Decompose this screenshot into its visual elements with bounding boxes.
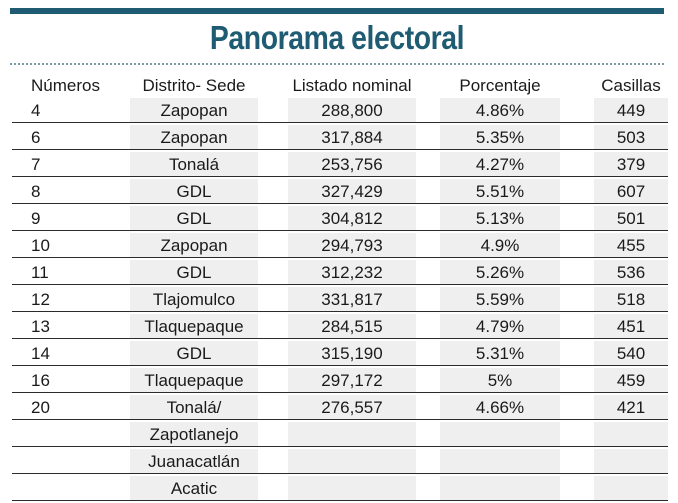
cell-sede: Zapopan — [130, 98, 258, 125]
cell-porcentaje: 5.13% — [440, 206, 560, 233]
column-gap — [258, 233, 288, 260]
column-gap — [258, 449, 288, 476]
cell-casillas: 540 — [594, 341, 668, 368]
column-gap — [416, 260, 440, 287]
column-gap — [416, 287, 440, 314]
cell-casillas: 449 — [594, 98, 668, 125]
table-row — [12, 233, 668, 260]
column-gap — [416, 233, 440, 260]
column-gap — [416, 341, 440, 368]
cell-casillas: 421 — [594, 395, 668, 422]
column-gap — [416, 395, 440, 422]
cell-numero: 16 — [12, 368, 130, 395]
cell-listado-nominal: 253,756 — [288, 152, 416, 179]
cell-listado-nominal: 317,884 — [288, 125, 416, 152]
cell-casillas: 503 — [594, 125, 668, 152]
cell-listado-nominal — [288, 422, 416, 449]
table-row — [12, 287, 668, 314]
cell-sede: GDL — [130, 206, 258, 233]
column-gap — [416, 179, 440, 206]
cell-porcentaje: 5.26% — [440, 260, 560, 287]
cell-porcentaje: 5.51% — [440, 179, 560, 206]
column-gap — [258, 395, 288, 422]
column-gap — [258, 98, 288, 125]
cell-sede: Zapopan — [130, 233, 258, 260]
cell-sede: Tonalá — [130, 152, 258, 179]
cell-numero — [12, 476, 130, 503]
cell-listado-nominal: 276,557 — [288, 395, 416, 422]
column-gap — [416, 422, 440, 449]
cell-listado-nominal: 294,793 — [288, 233, 416, 260]
table-row — [12, 341, 668, 368]
cell-porcentaje: 4.79% — [440, 314, 560, 341]
cell-casillas — [594, 422, 668, 449]
column-gap — [258, 422, 288, 449]
column-gap — [560, 476, 594, 503]
column-gap — [560, 206, 594, 233]
table-body — [12, 98, 668, 503]
header-casillas: Casillas — [601, 75, 661, 95]
cell-numero: 6 — [12, 125, 130, 152]
table-row — [12, 206, 668, 233]
column-gap — [560, 449, 594, 476]
column-gap — [258, 476, 288, 503]
cell-casillas — [594, 449, 668, 476]
table-header-row — [12, 73, 668, 98]
table-row — [12, 179, 668, 206]
table-row — [12, 125, 668, 152]
electoral-table — [12, 73, 668, 503]
column-gap — [560, 125, 594, 152]
table-row — [12, 449, 668, 476]
column-gap — [416, 368, 440, 395]
cell-numero: 20 — [12, 395, 130, 422]
cell-sede: Tlaquepaque — [130, 368, 258, 395]
title-divider — [10, 63, 664, 65]
table-row — [12, 476, 668, 503]
cell-numero: 14 — [12, 341, 130, 368]
cell-sede: Tlajomulco — [130, 287, 258, 314]
column-gap — [560, 341, 594, 368]
table-row — [12, 395, 668, 422]
header-porcentaje: Porcentaje — [459, 75, 541, 95]
cell-numero: 10 — [12, 233, 130, 260]
cell-listado-nominal: 284,515 — [288, 314, 416, 341]
cell-casillas — [594, 476, 668, 503]
cell-porcentaje: 5.31% — [440, 341, 560, 368]
top-accent-bar — [10, 8, 664, 14]
cell-porcentaje: 5.35% — [440, 125, 560, 152]
column-gap — [416, 125, 440, 152]
column-gap — [258, 152, 288, 179]
column-gap — [258, 179, 288, 206]
column-gap — [416, 98, 440, 125]
cell-casillas: 536 — [594, 260, 668, 287]
column-gap — [560, 260, 594, 287]
cell-sede: Juanacatlán — [130, 449, 258, 476]
cell-porcentaje: 4.66% — [440, 395, 560, 422]
column-gap — [416, 152, 440, 179]
table-row — [12, 152, 668, 179]
cell-numero: 8 — [12, 179, 130, 206]
column-gap — [258, 368, 288, 395]
cell-numero: 12 — [12, 287, 130, 314]
cell-listado-nominal: 331,817 — [288, 287, 416, 314]
cell-numero: 4 — [12, 98, 130, 125]
column-gap — [560, 233, 594, 260]
cell-casillas: 459 — [594, 368, 668, 395]
column-gap — [560, 152, 594, 179]
column-gap — [258, 341, 288, 368]
cell-porcentaje: 4.9% — [440, 233, 560, 260]
cell-sede: Zapotlanejo — [130, 422, 258, 449]
cell-porcentaje — [440, 422, 560, 449]
cell-casillas: 501 — [594, 206, 668, 233]
column-gap — [258, 206, 288, 233]
cell-numero — [12, 422, 130, 449]
cell-sede: Tlaquepaque — [130, 314, 258, 341]
cell-casillas: 451 — [594, 314, 668, 341]
header-distrito-sede: Distrito- Sede — [142, 75, 246, 95]
cell-listado-nominal: 327,429 — [288, 179, 416, 206]
cell-sede: Tonalá/ — [130, 395, 258, 422]
column-gap — [560, 368, 594, 395]
column-gap — [560, 287, 594, 314]
table-row — [12, 260, 668, 287]
column-gap — [560, 395, 594, 422]
cell-numero: 9 — [12, 206, 130, 233]
column-gap — [416, 206, 440, 233]
page-title: Panorama electoral — [209, 19, 465, 56]
header-listado-nominal: Listado nominal — [292, 75, 412, 95]
column-gap — [258, 287, 288, 314]
cell-listado-nominal: 312,232 — [288, 260, 416, 287]
table-row — [12, 314, 668, 341]
cell-casillas: 518 — [594, 287, 668, 314]
table-row — [12, 98, 668, 125]
cell-sede: GDL — [130, 341, 258, 368]
table-row — [12, 368, 668, 395]
column-gap — [560, 179, 594, 206]
cell-numero: 11 — [12, 260, 130, 287]
cell-casillas: 379 — [594, 152, 668, 179]
column-gap — [560, 98, 594, 125]
cell-listado-nominal: 315,190 — [288, 341, 416, 368]
cell-listado-nominal: 304,812 — [288, 206, 416, 233]
cell-porcentaje — [440, 476, 560, 503]
cell-listado-nominal: 288,800 — [288, 98, 416, 125]
cell-listado-nominal — [288, 449, 416, 476]
cell-porcentaje: 4.86% — [440, 98, 560, 125]
cell-numero: 7 — [12, 152, 130, 179]
cell-sede: Zapopan — [130, 125, 258, 152]
column-gap — [416, 449, 440, 476]
cell-casillas: 455 — [594, 233, 668, 260]
cell-numero: 13 — [12, 314, 130, 341]
column-gap — [258, 314, 288, 341]
cell-numero — [12, 449, 130, 476]
column-gap — [416, 314, 440, 341]
cell-listado-nominal — [288, 476, 416, 503]
header-numeros: Números — [31, 75, 100, 95]
column-gap — [416, 476, 440, 503]
cell-casillas: 607 — [594, 179, 668, 206]
cell-porcentaje: 4.27% — [440, 152, 560, 179]
cell-porcentaje — [440, 449, 560, 476]
column-gap — [560, 422, 594, 449]
column-gap — [258, 260, 288, 287]
cell-sede: Acatic — [130, 476, 258, 503]
column-gap — [560, 314, 594, 341]
cell-listado-nominal: 297,172 — [288, 368, 416, 395]
cell-porcentaje: 5% — [440, 368, 560, 395]
table-row — [12, 422, 668, 449]
cell-porcentaje: 5.59% — [440, 287, 560, 314]
cell-sede: GDL — [130, 260, 258, 287]
column-gap — [258, 125, 288, 152]
cell-sede: GDL — [130, 179, 258, 206]
